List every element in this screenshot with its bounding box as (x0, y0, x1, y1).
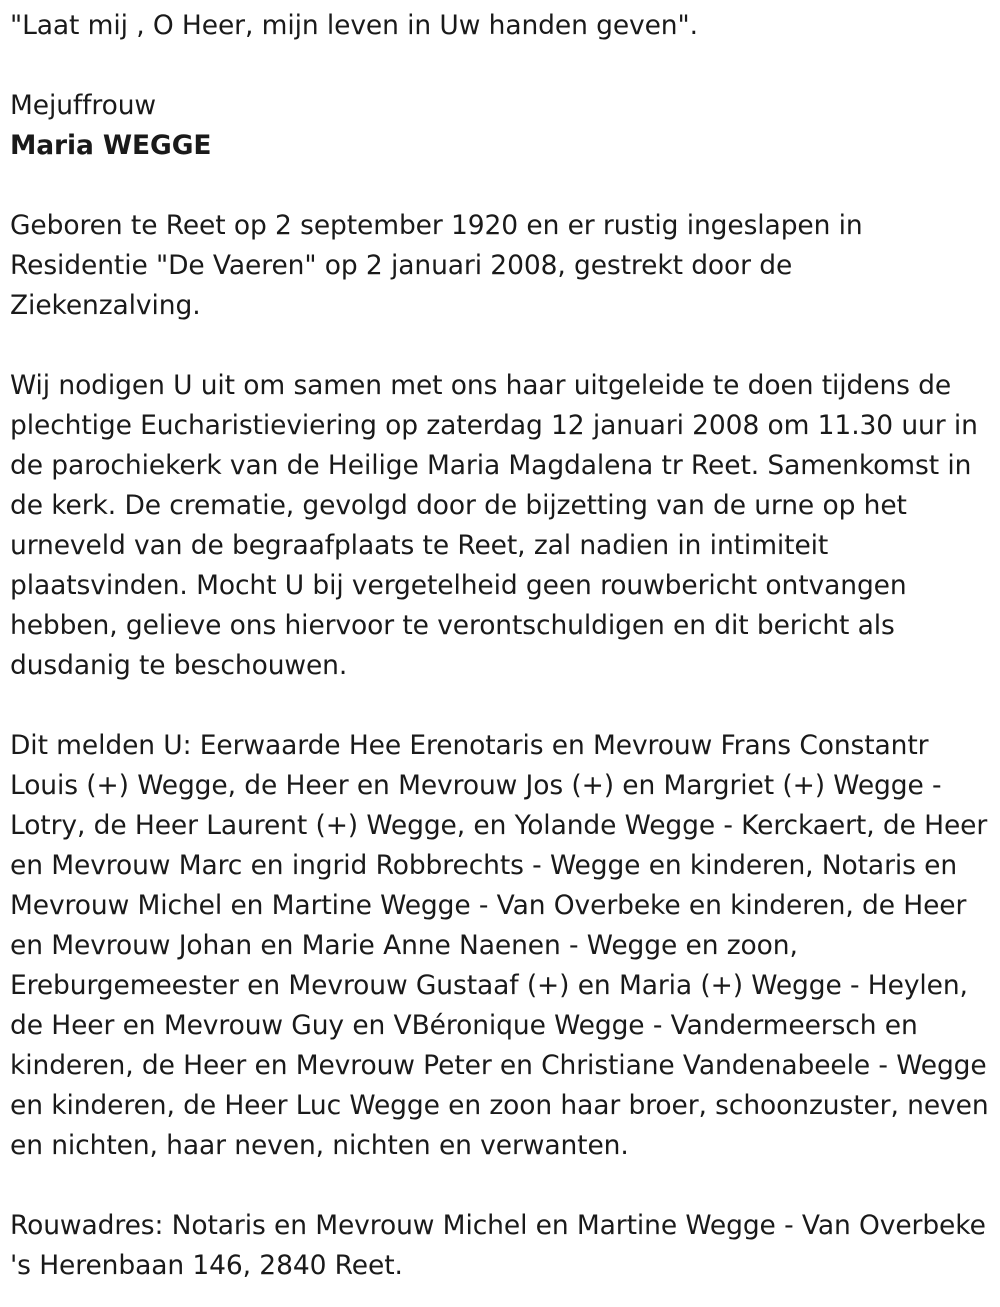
obituary-notice (10, 0, 990, 1286)
deceased-name: Maria WEGGE (10, 130, 212, 161)
family-paragraph: Dit melden U: Eerwaarde Hee Erenotaris en Mevrouw Frans Constantr Louis (+) Wegge, de Heer en Mevrouw Jos (+) en Margriet (+) Wegge - Lotry, de Heer Laurent (+) Wegge, en Yolande Wegge - Kerckaert, de Heer en Mevrouw Marc en ingrid Robbrechts - Wegge en kinderen, Notaris en Mevrouw Michel en Martine Wegge - Van Overbeke en kinderen, de Heer en Mevrouw Johan en Marie Anne Naenen - Wegge en zoon, Ereburgemeester en Mevrouw Gustaaf (+) en Maria (+) Wegge - Heylen, de Heer en Mevrouw Guy en VBéronique Wegge - Vandermeersch en kinderen, de Heer en Mevrouw Peter en Christiane Vandenabeele - Wegge en kinderen, de Heer Luc Wegge en zoon haar broer, schoonzuster, neven en nichten, haar neven, nichten en verwanten. (10, 730, 989, 1161)
birth-death-paragraph: Geboren te Reet op 2 september 1920 en er rustig ingeslapen in Residentie "De Vaeren" op 2 januari 2008, gestrekt door de Ziekenzalving. (10, 210, 863, 321)
ceremony-paragraph: Wij nodigen U uit om samen met ons haar uitgeleide te doen tijdens de plechtige Eucharistieviering op zaterdag 12 januari 2008 om 11.30 uur in de parochiekerk van de Heilige Maria Magdalena tr Reet. Samenkomst in de kerk. De crematie, gevolgd door de bijzetting van de urne op het urneveld van de begraafplaats te Reet, zal nadien in intimiteit plaatsvinden. Mocht U bij vergetelheid geen rouwbericht ontvangen hebben, gelieve ons hiervoor te verontschuldigen en dit bericht als dusdanig te beschouwen. (10, 370, 978, 681)
honorific-title: Mejuffrouw (10, 90, 156, 121)
opening-quote: "Laat mij , O Heer, mijn leven in Uw handen geven". (10, 10, 698, 41)
mourning-address: Rouwadres: Notaris en Mevrouw Michel en Martine Wegge - Van Overbeke 's Herenbaan 146, 2840 Reet. (10, 1210, 986, 1281)
